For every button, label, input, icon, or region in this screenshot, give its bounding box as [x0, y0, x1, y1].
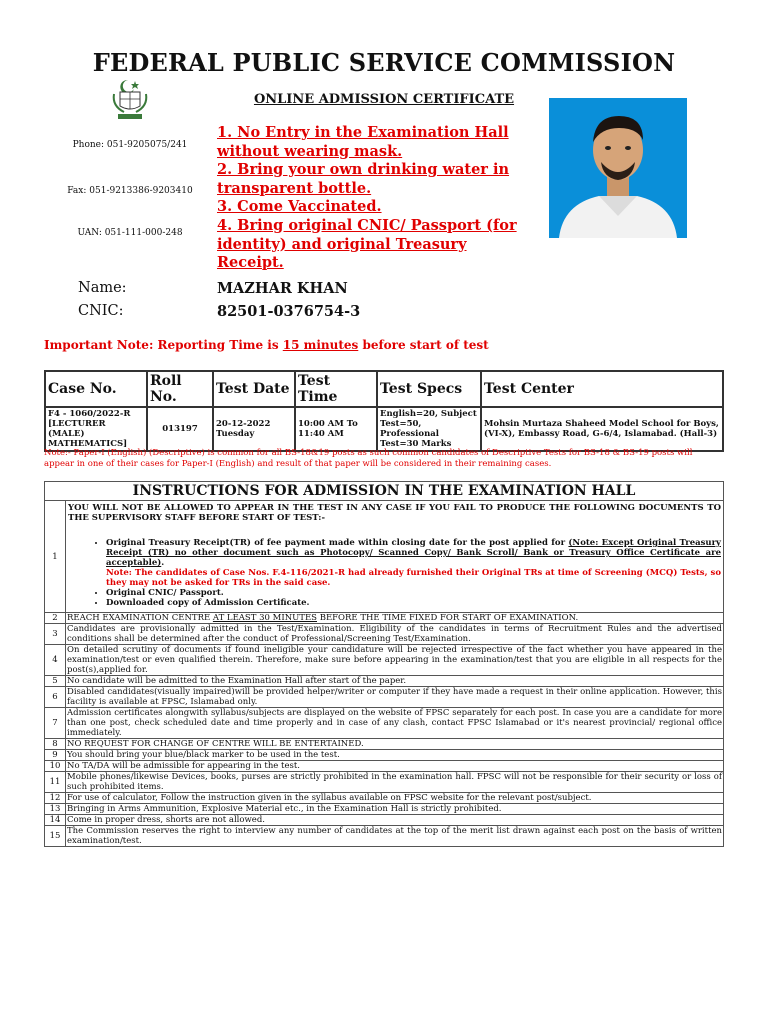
instruction-text: Mobile phones/likewise Devices, books, purses are strictly prohibited in the examination hall. FPSC will not be responsible for their security or loss of such prohibited items. — [67, 772, 722, 792]
instruction-text: No TA/DA will be admissible for appearing in the test. — [66, 761, 724, 772]
important-note — [44, 338, 489, 352]
column-header: Test Time — [295, 371, 377, 407]
test-time: 10:00 AM To 11:40 AM — [295, 407, 377, 451]
test-date: 20-12-2022 Tuesday — [213, 407, 295, 451]
instruction-text: The Commission reserves the right to interview any number of candidates at the top of the merit list drawn against each post on the basis of written examination/test. — [67, 826, 722, 846]
reporting-time: 15 minutes — [282, 338, 359, 352]
instruction-number: 10 — [45, 761, 66, 772]
treasury-receipt-text: Original Treasury Receipt(TR) of fee payment made within closing date for the post applied for — [106, 538, 569, 548]
phone-number: Phone: 051-9205075/241 — [72, 140, 188, 150]
instruction-number: 15 — [45, 826, 66, 847]
instruction-number: 6 — [45, 687, 66, 708]
instruction-number: 12 — [45, 793, 66, 804]
candidate-name: MAZHAR KHAN — [217, 280, 348, 297]
trs-exemption-note: Note: The candidates of Case Nos. F.4-116/2021-R had already furnished their Original TRs at time of Screening (MCQ) Tests, so they may not be asked for TRs in the said case. — [106, 568, 721, 588]
instruction-number: 8 — [45, 739, 66, 750]
table-row — [45, 676, 724, 687]
instruction-number: 1 — [45, 501, 66, 613]
instruction-number: 5 — [45, 676, 66, 687]
column-header: Test Specs — [377, 371, 481, 407]
column-header: Test Date — [213, 371, 295, 407]
table-row — [45, 826, 724, 847]
instruction-number: 2 — [45, 613, 66, 624]
instruction-text: No candidate will be admitted to the Examination Hall after start of the paper. — [66, 676, 724, 687]
instruction-text-part: BEFORE THE TIME FIXED FOR START OF EXAMINATION. — [317, 613, 579, 623]
instruction-text: NO REQUEST FOR CHANGE OF CENTRE WILL BE ENTERTAINED. — [66, 739, 724, 750]
treasury-receipt-end: . — [161, 558, 165, 568]
list-item: • Original CNIC/ Passport. — [106, 588, 721, 598]
warning-item: 4. Bring original CNIC/ Passport (for identity) and original Treasury Receipt. — [217, 216, 517, 272]
instruction-number: 4 — [45, 645, 66, 676]
case-number: F4 - 1060/2022-R [LECTURER (MALE) MATHEMATICS] — [45, 407, 147, 451]
table-row — [45, 793, 724, 804]
instruction-text — [66, 501, 724, 613]
important-note-prefix: Important Note: Reporting Time is — [44, 338, 283, 352]
warning-item: 1. No Entry in the Examination Hall without wearing mask. — [217, 124, 509, 160]
instruction-text: On detailed scrutiny of documents if found ineligible your candidature will be rejected irrespective of the fact whether you have appeared in the examination/test or even qualified therein. Therefore, make sure before appearing in the examination/test that you are eligible in all respects for the post(s),applied for. — [67, 645, 722, 675]
instruction-number: 11 — [45, 772, 66, 793]
instruction-text — [66, 613, 724, 624]
test-specs: English=20, Subject Test=50, Professional Test=30 Marks — [377, 407, 481, 451]
roll-number: 013197 — [147, 407, 213, 451]
instruction-text: You should bring your blue/black marker to be used in the test. — [66, 750, 724, 761]
table-row — [45, 645, 724, 676]
test-details-table — [44, 370, 724, 452]
table-row — [45, 687, 724, 708]
instruction-text-emphasis: AT LEAST 30 MINUTES — [212, 613, 317, 623]
instruction-text-part: REACH EXAMINATION CENTRE — [67, 613, 213, 623]
column-header: Roll No. — [147, 371, 213, 407]
warning-item: 2. Bring your own drinking water in transparent bottle. — [217, 161, 510, 197]
table-row — [45, 624, 724, 645]
table-row — [45, 750, 724, 761]
page-title: FEDERAL PUBLIC SERVICE COMMISSION — [92, 48, 676, 77]
table-header-row — [45, 371, 723, 407]
table-row — [45, 772, 724, 793]
list-item — [106, 538, 721, 588]
instruction-text: For use of calculator, Follow the instruction given in the syllabus available on FPSC website for the relevant post/subject. — [66, 793, 724, 804]
instruction-text: Candidates are provisionally admitted in the Test/Examination. Eligibility of the candidates in terms of Recruitment Rules and the advertised conditions shall be determined after the conduct of Professional/Screening Test/Examination. — [67, 624, 722, 644]
instruction-text: Admission certificates alongwith syllabus/subjects are displayed on the website of FPSC separately for each post. In case you are a candidate for more than one post, check scheduled date and time properly and in case of any clash, contact FPSC Islamabad or it's nearest provincial/ regional office immediately. — [67, 708, 722, 738]
certificate-subtitle: ONLINE ADMISSION CERTIFICATE — [253, 92, 515, 107]
instruction-number: 7 — [45, 708, 66, 739]
instruction-text: Bringing in Arms Ammunition, Explosive Material etc., in the Examination Hall is strictly prohibited. — [66, 804, 724, 815]
table-row — [45, 815, 724, 826]
test-center: Mohsin Murtaza Shaheed Model School for Boys, (VI-X), Embassy Road, G-6/4, Islamabad. (Hall-3) — [481, 407, 723, 451]
instruction-text: Come in proper dress, shorts are not allowed. — [66, 815, 724, 826]
instruction-number: 13 — [45, 804, 66, 815]
list-item: • Downloaded copy of Admission Certificate. — [106, 598, 721, 608]
treasury-receipt-note: (Note: Except Original Treasury Receipt (TR) no other document such as Photocopy/ Scanned Copy/ Bank Scroll/ Bank or Treasury Office Certificate are acceptable) — [106, 538, 721, 568]
table-row — [45, 501, 724, 613]
instruction-number: 14 — [45, 815, 66, 826]
instruction-text: Disabled candidates(visually impaired)will be provided helper/writer or computer if they have made a request in their online application. However, this facility is available at FPSC, Islamabad only. — [67, 687, 722, 707]
table-row — [45, 761, 724, 772]
table-row — [45, 708, 724, 739]
instruction-number: 9 — [45, 750, 66, 761]
fax-number: Fax: 051-9213386-9203410 — [67, 186, 193, 196]
uan-number: UAN: 051-111-000-248 — [77, 228, 183, 238]
documents-heading: YOU WILL NOT BE ALLOWED TO APPEAR IN THE TEST IN ANY CASE IF YOU FAIL TO PRODUCE THE FOLLOWING DOCUMENTS TO THE SUPERVISORY STAFF BEFORE START OF TEST:- — [68, 503, 721, 523]
column-header: Test Center — [481, 371, 723, 407]
cnic-label: CNIC: — [78, 303, 124, 319]
candidate-photo — [549, 98, 687, 238]
table-row — [45, 613, 724, 624]
column-header: Case No. — [45, 371, 147, 407]
required-documents-list — [68, 538, 721, 608]
instructions-title: INSTRUCTIONS FOR ADMISSION IN THE EXAMINATION HALL — [45, 482, 724, 501]
table-row — [45, 407, 723, 451]
warning-item: 3. Come Vaccinated. — [217, 198, 382, 216]
table-row — [45, 739, 724, 750]
important-note-suffix: before start of test — [358, 338, 489, 352]
instruction-number: 3 — [45, 624, 66, 645]
table-row — [45, 804, 724, 815]
instructions-table — [44, 481, 724, 847]
warnings-list — [217, 124, 537, 273]
paper-note: Note:- Paper-I (English) (Descriptive) is common for all BS-18&19 posts as such common candidates of Descriptive Tests for BS-18 & BS-19 posts will appear in one of their cases for Paper-I (English) and result of that paper will be considered in their remaining cases. — [44, 448, 693, 469]
candidate-cnic: 82501-0376754-3 — [217, 303, 361, 320]
name-label: Name: — [78, 280, 127, 296]
